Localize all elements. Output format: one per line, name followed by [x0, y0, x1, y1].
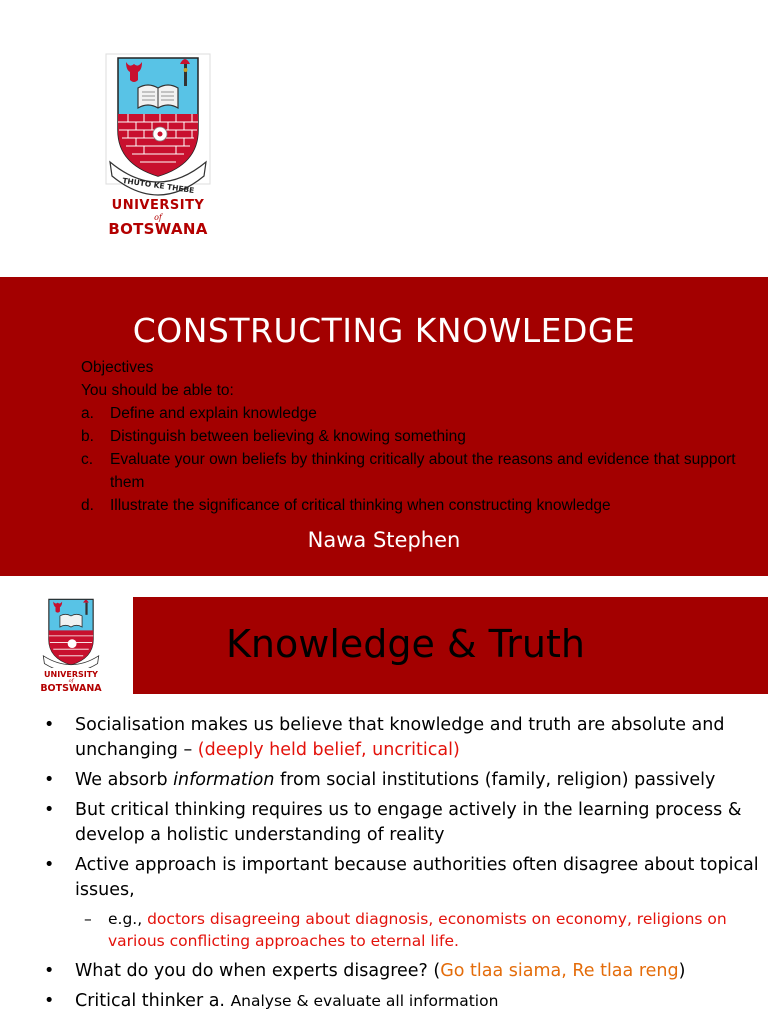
objectives-intro: You should be able to:	[81, 382, 234, 399]
bullet-item	[44, 989, 762, 1014]
sub-bullet-highlight: doctors disagreeing about diagnosis, economists on economy, religions on various conflicting approaches to eternal life.	[108, 910, 727, 950]
bullet-marker: •	[44, 800, 55, 820]
logo-name-of: of	[154, 213, 162, 222]
slide2-title: Knowledge & Truth	[226, 622, 585, 666]
objective-text: Evaluate your own beliefs by thinking critically about the reasons and evidence that support them	[110, 451, 736, 491]
bullet-item	[44, 798, 762, 848]
bullet-list	[44, 713, 762, 1019]
motto-text: THUTO KE THEBE	[121, 176, 195, 196]
bullet-text: Socialisation makes us believe that knowledge and truth are absolute and unchanging –	[75, 715, 725, 760]
bullet-marker: •	[44, 715, 55, 735]
objective-marker: a.	[81, 405, 94, 422]
logo-name-line1: UNIVERSITY	[111, 198, 205, 213]
objective-item	[81, 448, 741, 494]
bullet-text: )	[678, 961, 686, 981]
bullet-highlight: (deeply held belief, uncritical)	[197, 740, 460, 760]
university-logo-small	[40, 596, 102, 696]
logo-small-line2: BOTSWANA	[40, 683, 102, 694]
objective-marker: d.	[81, 497, 94, 514]
bullet-marker: •	[44, 770, 55, 790]
bullet-text: But critical thinking requires us to engage actively in the learning process & develop a holistic understanding of reality	[75, 800, 742, 845]
bullet-item	[44, 959, 762, 984]
objective-marker: c.	[81, 451, 94, 468]
logo-small-line1: UNIVERSITY	[44, 670, 98, 679]
bullet-text: from social institutions (family, religion) passively	[274, 770, 716, 790]
bullet-text: What do you do when experts disagree? (	[75, 961, 441, 981]
bullet-emphasis: information	[173, 770, 275, 790]
bullet-text: We absorb	[75, 770, 174, 790]
objective-text: Illustrate the significance of critical thinking when constructing knowledge	[110, 497, 611, 514]
objective-item	[81, 402, 741, 425]
objectives-block	[81, 356, 741, 517]
sub-bullet-text: e.g.,	[108, 910, 148, 928]
logo-small-of: of	[68, 678, 74, 684]
bullet-text: Active approach is important because authorities often disagree about topical issues,	[75, 855, 759, 900]
sub-bullet-item	[84, 908, 762, 952]
objective-text: Distinguish between believing & knowing something	[110, 428, 466, 445]
bullet-marker: •	[44, 991, 55, 1011]
bullet-text: Critical thinker a.	[75, 991, 231, 1011]
objective-marker: b.	[81, 428, 94, 445]
slide1-title: CONSTRUCTING KNOWLEDGE	[132, 311, 636, 350]
university-crest-small-icon	[40, 596, 102, 668]
university-logo	[104, 52, 212, 242]
bullet-highlight: Go tlaa siama, Re tlaa reng	[440, 961, 679, 981]
bullet-item	[44, 713, 762, 763]
bullet-item	[44, 768, 762, 793]
author-name: Nawa Stephen	[307, 528, 461, 552]
bullet-marker: •	[44, 961, 55, 981]
objective-text: Define and explain knowledge	[110, 405, 317, 422]
objectives-heading: Objectives	[81, 359, 154, 376]
bullet-item	[44, 853, 762, 903]
bullet-marker: •	[44, 855, 55, 875]
logo-name-line2: BOTSWANA	[108, 220, 208, 238]
sub-bullet-marker: –	[84, 910, 92, 928]
bullet-subtext: Analyse & evaluate all information	[230, 992, 499, 1010]
objective-item	[81, 494, 741, 517]
objective-item	[81, 425, 741, 448]
